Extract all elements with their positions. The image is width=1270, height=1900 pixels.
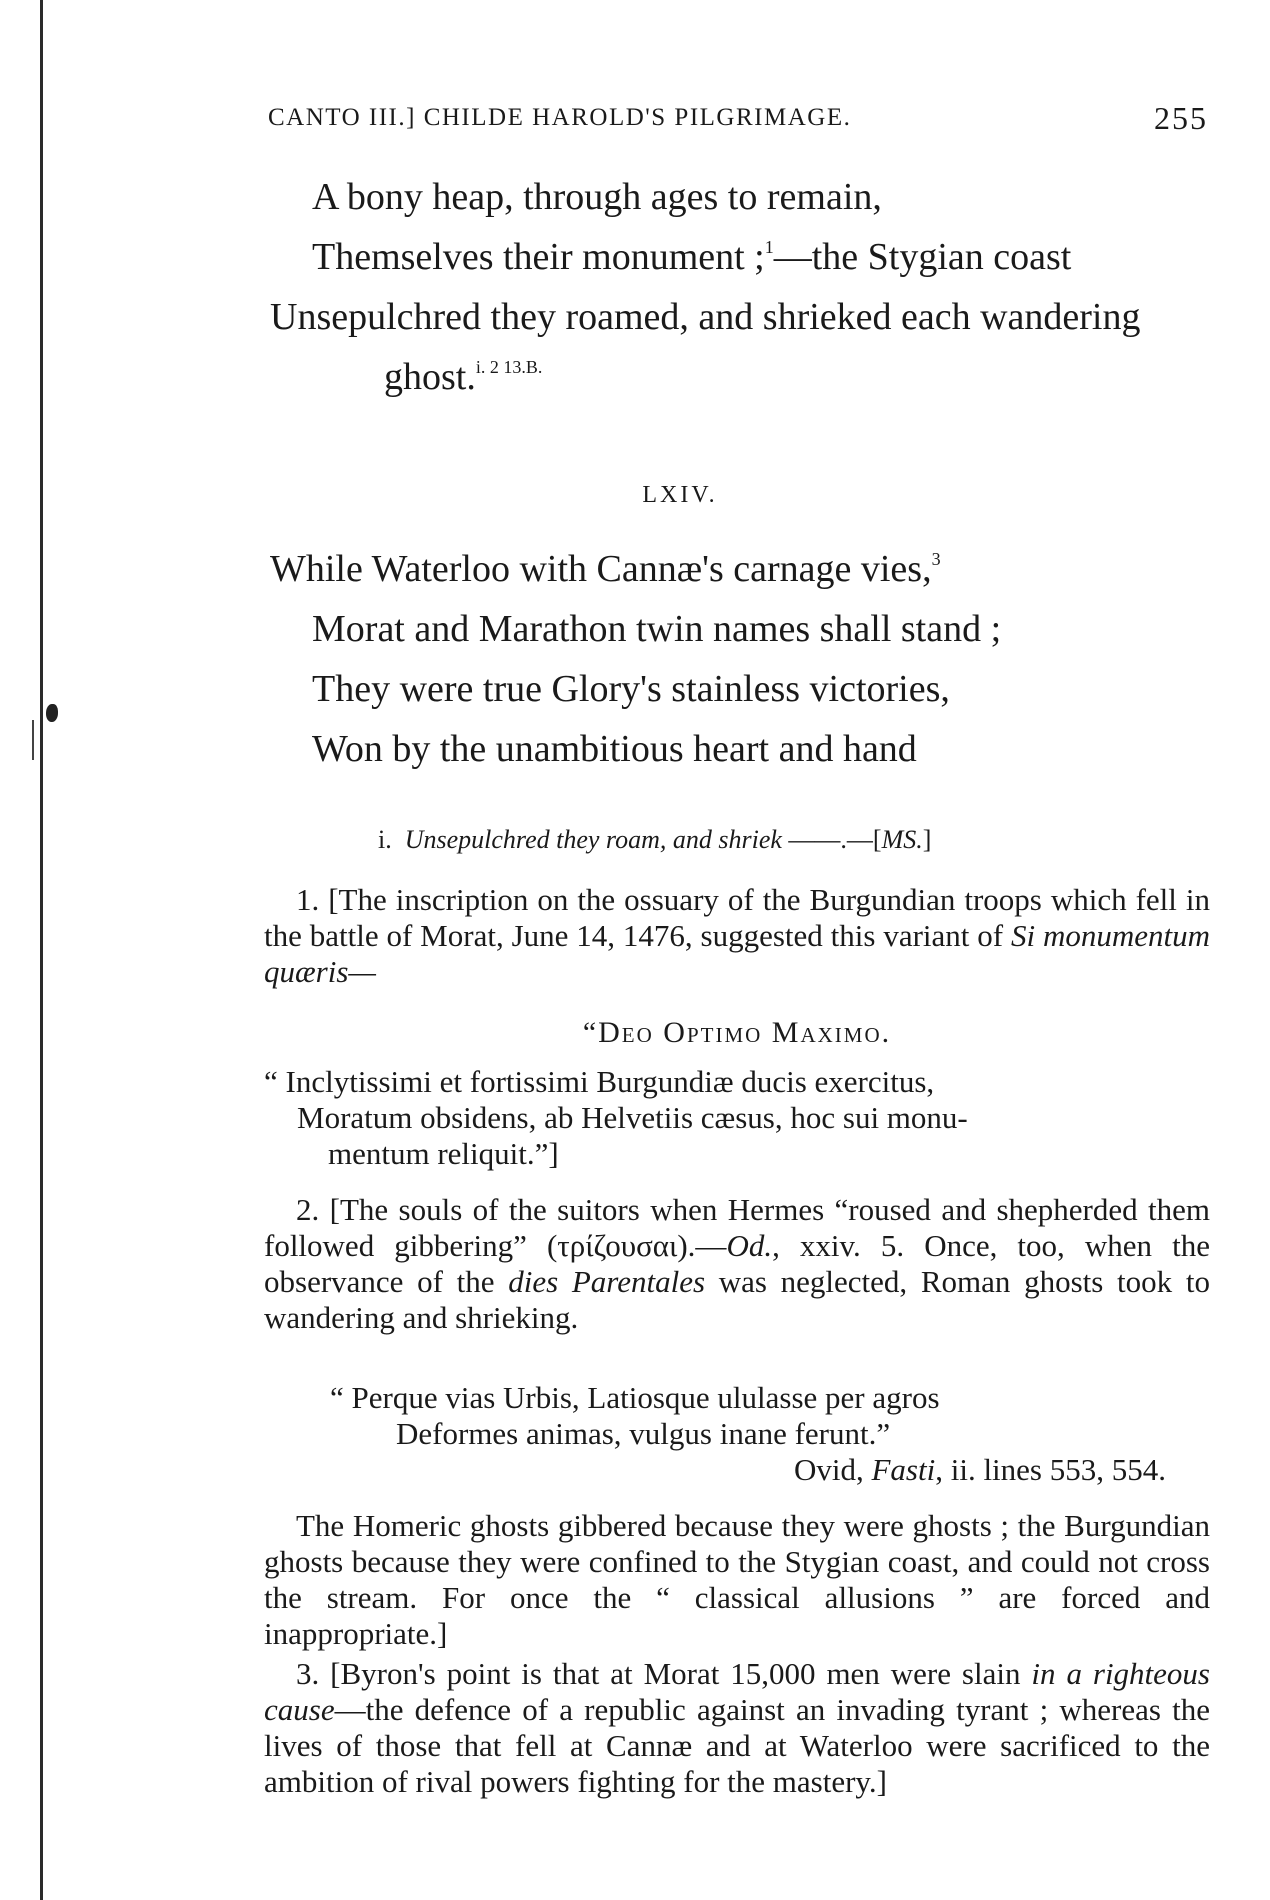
verse-line: A bony heap, through ages to remain, xyxy=(312,176,882,218)
running-title: CANTO III.] CHILDE HAROLD'S PILGRIMAGE. xyxy=(268,104,852,131)
footnote-2-commentary: The Homeric ghosts gibbered because they were ghosts ; the Burgundian ghosts because they were confined to the Stygian coast, and could not cross the stream. For once the “ classical allusions ” are forced and inappropriate.] xyxy=(264,1508,1210,1651)
running-header xyxy=(268,100,1208,144)
footnote-2: 2. [The souls of the suitors when Hermes “roused and shepherded them followed gibbering” (τρίζουσαι).—Od., xxiv. 5. Once, too, when the observance of the dies Parentales was neglected, Roman ghosts took to wandering and shrieking. xyxy=(264,1192,1210,1335)
verse-line: Unsepulchred they roamed, and shrieked each wandering xyxy=(270,296,1141,338)
ovid-quote: “ Perque vias Urbis, Latiosque ululasse per agros Deformes animas, vulgus inane ferunt.” Ovid, Fasti, ii. lines 553, 554. xyxy=(264,1380,1210,1488)
inscription: “ Inclytissimi et fortissimi Burgundiæ ducis exercitus, Moratum obsidens, ab Helvetiis cæsus, hoc sui monu- mentum reliquit.”] xyxy=(264,1064,968,1171)
variant-reading: i. Unsepulchred they roam, and shriek ——.—[MS.] xyxy=(378,825,932,854)
verse-line: Won by the unambitious heart and hand xyxy=(312,728,917,770)
footnote-ref: 3 xyxy=(931,549,941,569)
verse-line: While Waterloo with Cannæ's carnage vies,$^3$ xyxy=(270,548,941,590)
page-edge xyxy=(40,0,43,1900)
footnote-ref: 1 xyxy=(764,237,774,257)
verse-line: They were true Glory's stainless victories, xyxy=(312,668,950,710)
verse-line: ghost.$^{i. 2 13.B.}$ xyxy=(384,356,543,398)
footnote-ref: i. 2 13.B. xyxy=(475,357,543,377)
verse-line: Themselves their monument ;$^1$—the Stygian coast xyxy=(312,236,1072,278)
ovid-citation: Ovid, Fasti, ii. lines 553, 554. xyxy=(793,1452,1166,1487)
inscription-heading: “Deo Optimo Maximo. xyxy=(582,1016,892,1049)
page-number: 255 xyxy=(1154,100,1208,136)
verse-line: Morat and Marathon twin names shall stand ; xyxy=(312,608,1002,650)
footnote-3: 3. [Byron's point is that at Morat 15,000 men were slain in a righteous cause—the defence of a republic against an invading tyrant ; whereas the lives of those that fell at Cannæ and at Waterloo were sacrificed to the ambition of rival powers fighting for the mastery.] xyxy=(264,1656,1210,1799)
stanza-number: LXIV. xyxy=(642,482,718,508)
footnote-1: 1. [The inscription on the ossuary of the Burgundian troops which fell in the battle of Morat, June 14, 1476, suggested this variant of Si monumentum quæris— xyxy=(264,882,1211,989)
